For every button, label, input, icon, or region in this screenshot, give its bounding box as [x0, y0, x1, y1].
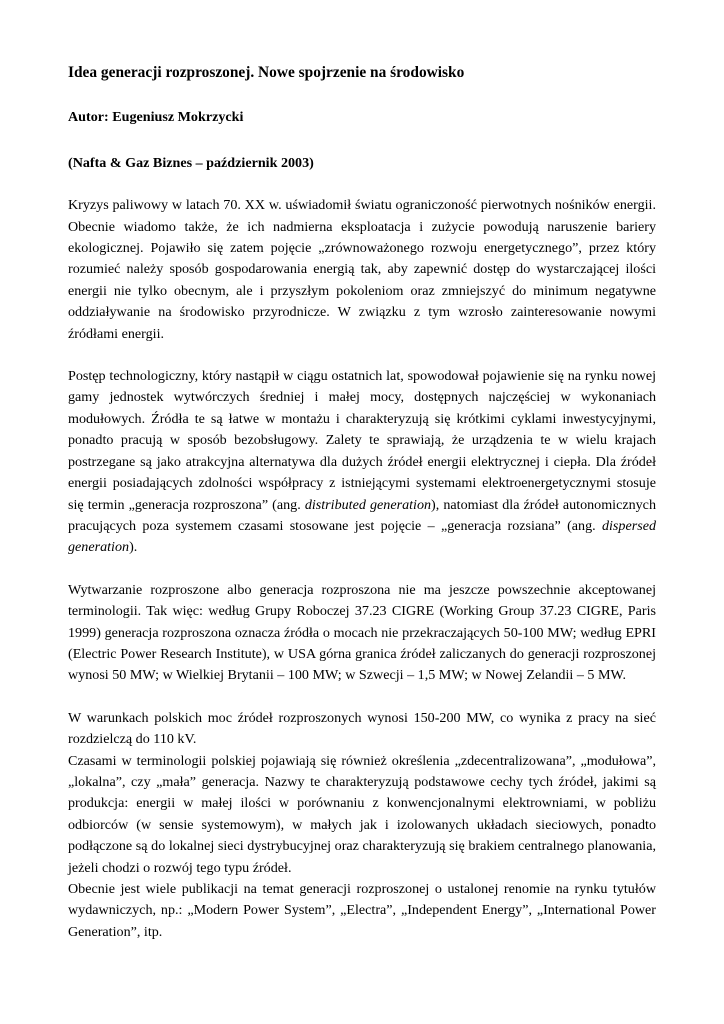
author-line: Autor: Eugeniusz Mokrzycki: [68, 109, 244, 126]
paragraph-2-text-c: ), natomiast dla źródeł autonomicznych pracujących poza systemem czasami stosowane jest pojęcie – „generacja rozsiana” (ang.: [68, 496, 656, 534]
paragraph-2: [68, 366, 656, 559]
paragraph-1: Kryzys paliwowy w latach 70. XX w. uświadomił światu ograniczoność pierwotnych nośników energii. Obecnie wiadomo także, że ich nadmierna eksploatacja i zużycie powodują naruszenie bariery ekologicznej. Pojawiło się zatem pojęcie „zrównoważonego rozwoju energetycznego”, przez który rozumieć należy sposób gospodarowania energią tak, aby zapewnić dostęp do wystarczającej ilości energii nie tylko obecnym, ale i przyszłym pokoleniom oraz zmniejszyć do minimum negatywne oddziaływanie na środowisko przyrodnicze. W związku z tym wzrosło zainteresowanie nowymi źródłami energii.: [68, 197, 656, 342]
paragraph-2-term-distributed: distributed generation: [304, 496, 432, 513]
document-title: Idea generacji rozproszonej. Nowe spojrzenie na środowisko: [68, 64, 465, 81]
paragraph-2-text-a: Postęp technologiczny, który nastąpił w ciągu ostatnich lat, spowodował pojawienie się na rynku nowej gamy jednostek wytwórczych średniej i małej mocy, dostępnych najczęściej w wykonaniach modułowych. Źródła te są łatwe w montażu i charakteryzują się krótkimi cyklami inwestycyjnymi, ponadto pracują w sposób bezobsługowy. Zalety te sprawiają, że urządzenia te w wielu krajach postrzegane są jako atrakcyjna alternatywa dla dużych źródeł energii elektrycznej i ciepła. Dla źródeł energii posiadających zdolności współpracy z istniejącymi systemami elektroenergetycznymi stosuje się termin „generacja rozproszona” (ang.: [68, 368, 656, 513]
paragraph-5: Czasami w terminologii polskiej pojawiają się również określenia „zdecentralizowana”, „modułowa”, „lokalna”, czy „mała” generacja. Nazwy te charakteryzują podstawowe cechy tych źródeł, jakimi są produkcja: energii w małej ilości w porównaniu z konwencjonalnymi elektrowniami, w pobliżu odbiorców (w sensie systemowym), w małych jak i izolowanych układach sieciowych, ponadto podłączone są do lokalnej sieci dystrybucyjnej oraz charakteryzują się brakiem centralnego planowania, jeżeli chodzi o rozwój tego typu źródeł.: [68, 752, 656, 876]
paragraph-3: Wytwarzanie rozproszone albo generacja rozproszona nie ma jeszcze powszechnie akceptowanej terminologii. Tak więc: według Grupy Roboczej 37.23 CIGRE (Working Group 37.23 CIGRE, Paris 1999) generacja rozproszona oznacza źródła o mocach nie przekraczających 50-100 MW; według EPRI (Electric Power Research Institute), w USA górna granica źródeł zaliczanych do generacji rozproszonej wynosi 50 MW; w Wielkiej Brytanii – 100 MW; w Szwecji – 1,5 MW; w Nowej Zelandii – 5 MW.: [68, 581, 656, 684]
source-line: (Nafta & Gaz Biznes – październik 2003): [68, 154, 314, 171]
paragraph-4: W warunkach polskich moc źródeł rozproszonych wynosi 150-200 MW, co wynika z pracy na sieć rozdzielczą do 110 kV.: [68, 709, 656, 748]
paragraph-6: Obecnie jest wiele publikacji na temat generacji rozproszonej o ustalonej renomie na rynku tytułów wydawniczych, np.: „Modern Power System”, „Electra”, „Independent Energy”, „International Power Generation”, itp.: [68, 881, 656, 940]
paragraph-2-text-e: ).: [129, 539, 138, 556]
paragraph-2-term-dispersed: dispersed generation: [68, 517, 656, 556]
